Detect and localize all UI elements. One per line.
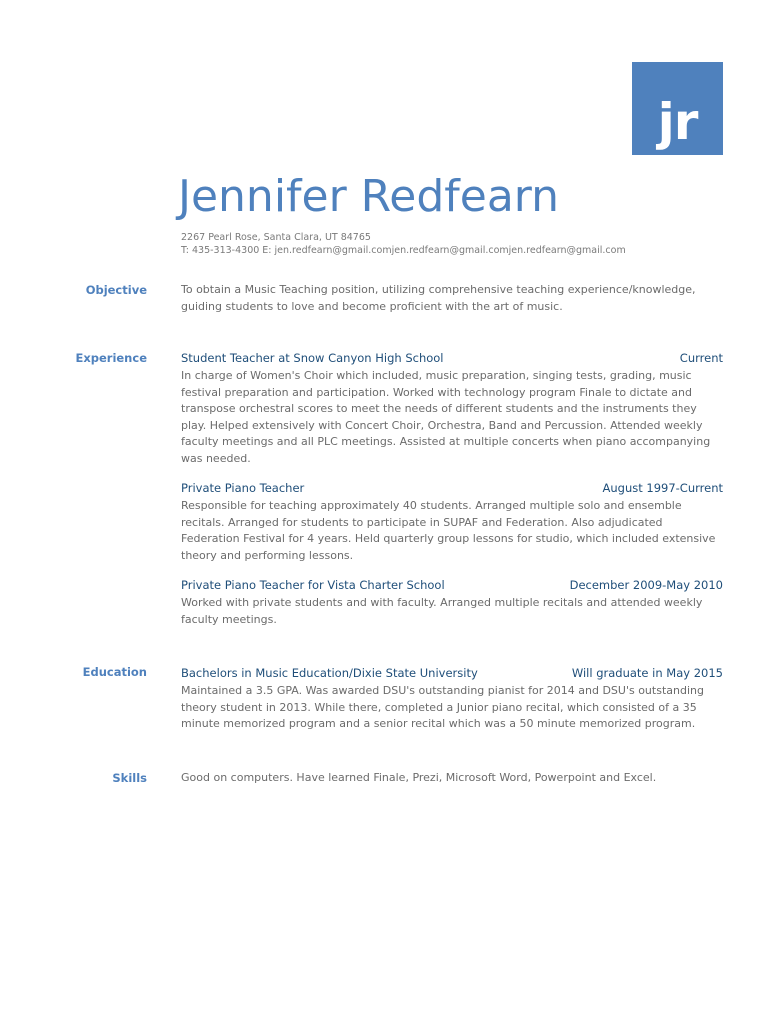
education-label: Education: [82, 665, 147, 679]
experience-item: [181, 480, 723, 564]
experience-description: Worked with private students and with faculty. Arranged multiple recitals and attended weekly faculty meetings.: [181, 596, 703, 626]
skills-label: Skills: [112, 771, 147, 785]
education-item: [181, 665, 723, 733]
skills-text: Good on computers. Have learned Finale, Prezi, Microsoft Word, Powerpoint and Excel.: [181, 771, 657, 784]
experience-date: Current: [679, 351, 723, 365]
monogram-logo: jr: [632, 62, 723, 155]
experience-date: December 2009-May 2010: [569, 578, 723, 592]
experience-item: [181, 350, 723, 467]
experience-title: Private Piano Teacher for Vista Charter School: [181, 578, 445, 592]
contact-address: 2267 Pearl Rose, Santa Clara, UT 84765: [181, 232, 371, 243]
experience-label: Experience: [75, 351, 147, 365]
education-date: Will graduate in May 2015: [571, 666, 723, 680]
contact-phone-email: T: 435-313-4300 E: jen.redfearn@gmail.comjen.redfearn@gmail.comjen.redfearn@gmail.com: [181, 245, 626, 256]
education-description: Maintained a 3.5 GPA. Was awarded DSU's outstanding pianist for 2014 and DSU's outstanding theory student in 2013. While there, completed a Junior piano recital, which consisted of a 35 minute memorized program and a senior recital which was a 50 minute memorized program.: [181, 684, 704, 730]
experience-title: Student Teacher at Snow Canyon High School: [181, 351, 444, 365]
experience-date: August 1997-Current: [602, 481, 723, 495]
objective-label: Objective: [85, 283, 147, 297]
education-title: Bachelors in Music Education/Dixie State University: [181, 666, 478, 680]
experience-description: In charge of Women's Choir which included, music preparation, singing tests, grading, music festival preparation and participation. Worked with technology program Finale to dictate and transpose orchestral scores to meet the needs of different students and the instruments they play. Helped extensively with Concert Choir, Orchestra, Band and Percussion. Attended weekly faculty meetings and all PLC meetings. Assisted at multiple concerts when piano accompanying was needed.: [181, 369, 711, 465]
objective-text: To obtain a Music Teaching position, utilizing comprehensive teaching experience/knowledge, guiding students to love and become proficient with the art of music.: [181, 283, 696, 313]
experience-item: [181, 577, 723, 628]
candidate-name: Jennifer Redfearn: [178, 171, 560, 222]
experience-title: Private Piano Teacher: [181, 481, 305, 495]
contact-info: [181, 231, 626, 257]
experience-description: Responsible for teaching approximately 40 students. Arranged multiple solo and ensemble recitals. Arranged for students to participate in SUPAF and Federation. Also adjudicated Federation Festival for 4 years. Held quarterly group lessons for studio, which included extensive theory and performing lessons.: [181, 499, 716, 562]
